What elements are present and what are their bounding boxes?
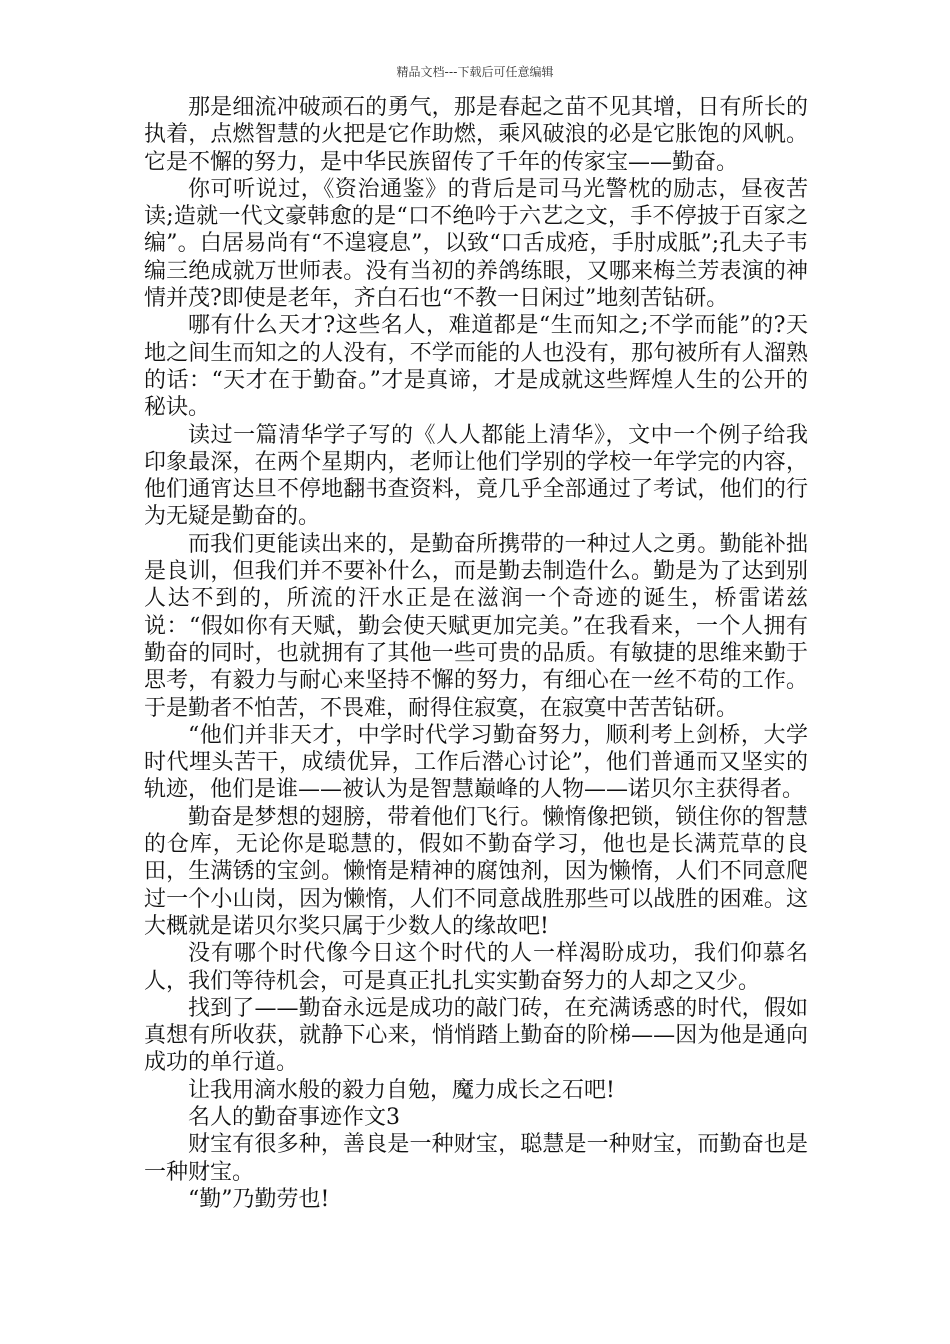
- paragraph-2: 你可听说过，《资治通鉴》的背后是司马光警枕的励志，昼夜苦读;造就一代文豪韩愈的是“口不绝吟于六艺之文，手不停披于百家之编”。白居易尚有“不遑寝息”，以致“口舌成疮，手肘成胝”;孔夫子韦编三绝成就万世师表。没有当初的养鸽练眼，又哪来梅兰芳表演的神情并茂?即使是老年，齐白石也“不教一日闲过”地刻苦钻研。: [144, 176, 808, 312]
- paragraph-1: 那是细流冲破顽石的勇气，那是春起之苗不见其增，日有所长的执着，点燃智慧的火把是它作助燃，乘风破浪的必是它胀饱的风帆。它是不懈的努力，是中华民族留传了千年的传家宝——勤奋。: [144, 95, 808, 175]
- paragraph-6: “他们并非天才，中学时代学习勤奋努力，顺利考上剑桥，大学时代埋头苦干，成绩优异，工作后潜心讨论”，他们普通而又坚实的轨迹，他们是谁——被认为是智慧巅峰的人物——诺贝尔主获得者。: [144, 722, 808, 803]
- paragraph-5: 而我们更能读出来的，是勤奋所携带的一种过人之勇。勤能补拙是良训，但我们并不要补什么，而是勤去制造什么。勤是为了达到别人达不到的，所流的汗水正是在滋润一个奇迹的诞生，桥雷诺兹说：“假如你有天赋，勤会使天赋更加完美。”在我看来，一个人拥有勤奋的同时，也就拥有了其他一些可贵的品质。有敏捷的思维来勤于思考，有毅力与耐心来坚持不懈的努力，有细心在一丝不苟的工作。于是勤者不怕苦，不畏难，耐得住寂寞，在寂寞中苦苦钻研。: [144, 531, 808, 721]
- document-body: [144, 94, 808, 1213]
- paragraph-11: 财宝有很多种，善良是一种财宝，聪慧是一种财宝，而勤奋也是一种财宝。: [144, 1132, 808, 1185]
- paragraph-8: 没有哪个时代像今日这个时代的人一样渴盼成功，我们仰慕名人，我们等待机会，可是真正扎扎实实勤奋努力的人却之又少。: [144, 941, 808, 994]
- page-header: 精品文档---下载后可任意编辑: [396, 65, 554, 79]
- paragraph-3: 哪有什么天才?这些名人，难道都是“生而知之;不学而能”的?天地之间生而知之的人没有，不学而能的人也没有，那句被所有人溜熟的话：“天才在于勤奋。”才是真谛，才是成就这些辉煌人生的公开的秘诀。: [144, 313, 808, 421]
- paragraph-4: 读过一篇清华学子写的《人人都能上清华》，文中一个例子给我印象最深，在两个星期内，老师让他们学别的学校一年学完的内容，他们通宵达旦不停地翻书查资料，竟几乎全部通过了考试，他们的行为无疑是勤奋的。: [144, 422, 808, 530]
- paragraph-10: 让我用滴水般的毅力自勉，魔力成长之石吧!: [188, 1077, 615, 1103]
- paragraph-7: 勤奋是梦想的翅膀，带着他们飞行。懒惰像把锁，锁住你的智慧的仓库，无论你是聪慧的，假如不勤奋学习，他也是长满荒草的良田，生满锈的宝剑。懒惰是精神的腐蚀剂，因为懒惰，人们不同意爬过一个小山岗，因为懒惰，人们不同意战胜那些可以战胜的困难。这大概就是诺贝尔奖只属于少数人的缘故吧!: [144, 804, 808, 939]
- paragraph-12: “勤”乃勤劳也!: [188, 1186, 330, 1212]
- section-title: 名人的勤奋事迹作文3: [188, 1104, 400, 1130]
- paragraph-9: 找到了——勤奋永远是成功的敲门砖，在充满诱惑的时代，假如真想有所收获，就静下心来，悄悄踏上勤奋的阶梯——因为他是通向成功的单行道。: [144, 995, 808, 1076]
